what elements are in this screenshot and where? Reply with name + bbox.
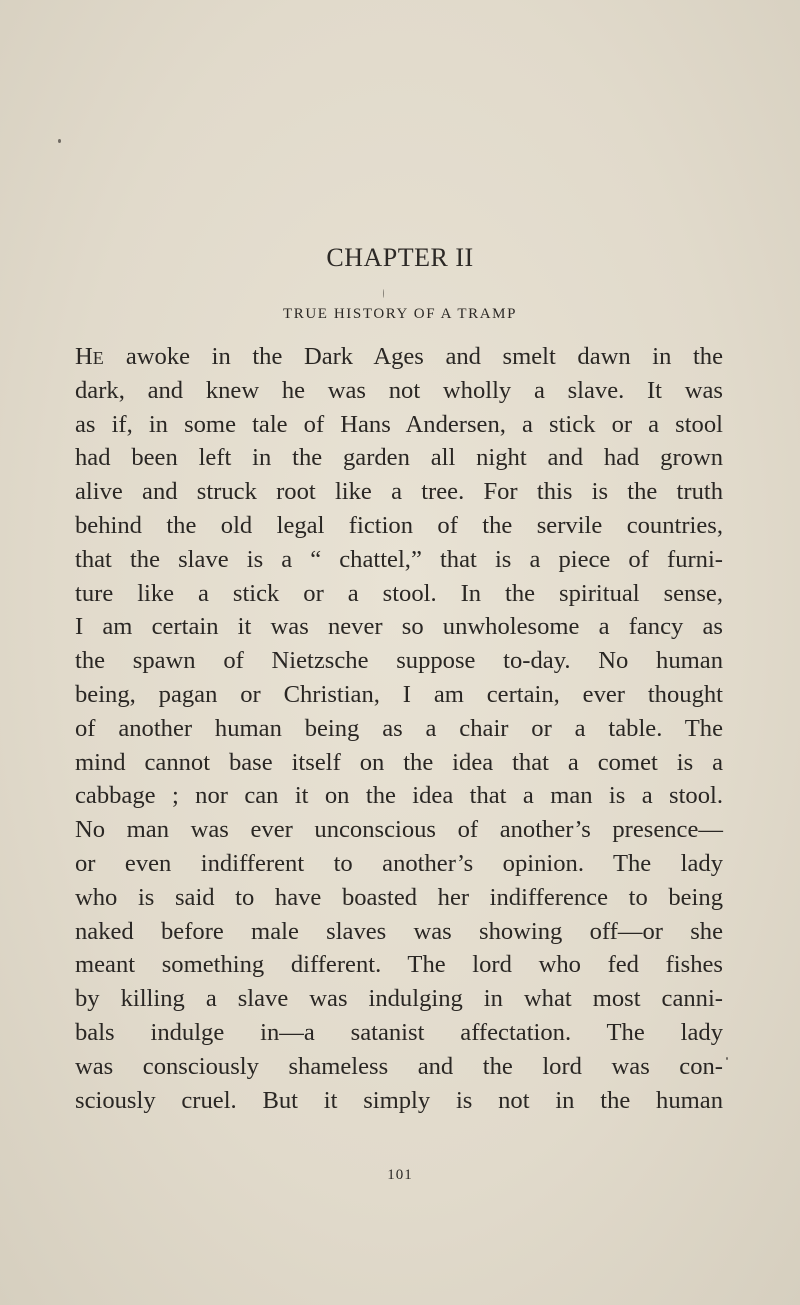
text-line: was consciously shameless and the lord was con- (75, 1052, 723, 1080)
text-line: dark, and knew he was not wholly a slave. It was (75, 376, 723, 404)
text-line: of another human being as a chair or a table. The (75, 714, 723, 742)
chapter-title: CHAPTER II (326, 243, 474, 272)
text-line: No man was ever unconscious of another’s presence— (75, 816, 723, 844)
text-line: or even indifferent to another’s opinion. The lady (75, 849, 723, 877)
line-text: awoke in the Dark Ages and smelt dawn in the (104, 343, 723, 370)
text-line: alive and struck root like a tree. For this is the truth (75, 478, 723, 506)
text-line: sciously cruel. But it simply is not in the human (75, 1086, 723, 1114)
text-line: meant something different. The lord who fed fishes (75, 951, 723, 979)
text-line: behind the old legal fiction of the servile countries, (75, 511, 723, 539)
text-line: by killing a slave was indulging in what most canni- (75, 985, 723, 1013)
body-text (75, 340, 723, 1117)
text-line: that the slave is a “ chattel,” that is a piece of furni- (75, 545, 723, 573)
text-line: I am certain it was never so unwholesome a fancy as (75, 613, 723, 641)
text-line: mind cannot base itself on the idea that a comet is a (75, 748, 723, 776)
page-number: 101 (387, 1167, 413, 1183)
text-line (75, 340, 723, 374)
text-line: bals indulge in—a satanist affectation. The lady (75, 1018, 723, 1046)
text-line: had been left in the garden all night and had grown (75, 444, 723, 472)
small-caps-rest: E (92, 348, 105, 368)
text-line: the spawn of Nietzsche suppose to-day. No human (75, 647, 723, 675)
text-line: ture like a stick or a stool. In the spiritual sense, (75, 579, 723, 607)
small-caps-initial: H (75, 343, 93, 370)
text-line: naked before male slaves was showing off—or she (75, 917, 723, 945)
ink-speck (383, 289, 384, 298)
text-line: being, pagan or Christian, I am certain, ever thought (75, 680, 723, 708)
text-line: who is said to have boasted her indifference to being (75, 883, 723, 911)
text-line: as if, in some tale of Hans Andersen, a stick or a stool (75, 410, 723, 438)
ink-speck (726, 1057, 728, 1060)
ink-speck (58, 139, 61, 143)
text-line: cabbage ; nor can it on the idea that a man is a stool. (75, 782, 723, 810)
chapter-subtitle: TRUE HISTORY OF A TRAMP (282, 306, 518, 322)
